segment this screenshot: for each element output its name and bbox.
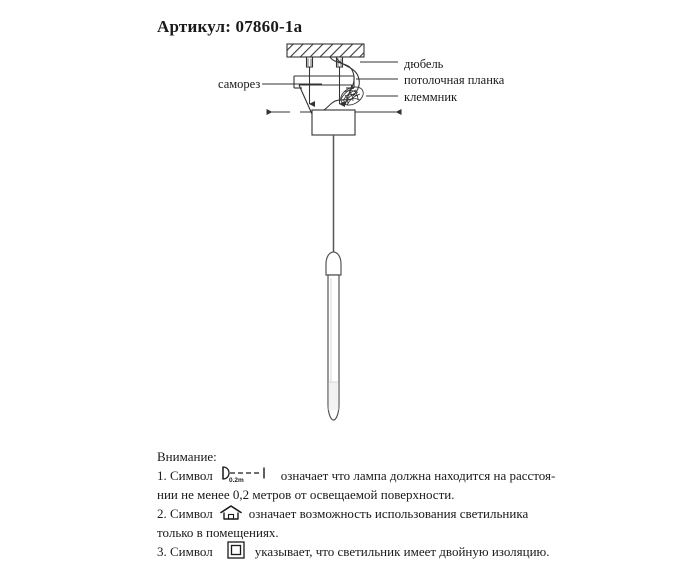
- notice-item-2-number: 2. Символ: [157, 506, 213, 521]
- double-insulation-icon: [227, 541, 245, 564]
- terminal-block-icon: [338, 83, 367, 108]
- minimum-distance-value: 0.2m: [228, 477, 244, 483]
- page-title: Артикул: 07860-1a: [157, 17, 303, 36]
- notice-item-2-text-line-2: только в помещениях.: [157, 525, 279, 540]
- lamp-glow-band-icon: [328, 382, 338, 410]
- canopy-box-icon: [312, 110, 355, 135]
- minimum-distance-icon: [219, 465, 275, 488]
- notice-item-3-line-1: [157, 542, 577, 561]
- notice-block: [157, 447, 577, 561]
- ceiling-slab-icon: [287, 44, 364, 57]
- callout-label-samorez: саморез: [218, 77, 261, 91]
- self-tapping-screw-icon: [310, 67, 340, 104]
- notice-item-1-number: 1. Символ: [157, 468, 213, 483]
- notice-heading: Внимание:: [157, 449, 217, 464]
- callout-leader-lines: [262, 62, 398, 96]
- notice-heading-line: [157, 447, 577, 466]
- notice-item-2-text-line-1: означает возможность использования светильника: [248, 506, 529, 521]
- notice-item-1-text-line-1: означает что лампа должна находится на расстоя-: [280, 468, 556, 483]
- notice-item-1-line-1: [157, 466, 577, 485]
- notice-item-1-text-line-2: нии не менее 0,2 метров от освещаемой поверхности.: [157, 487, 455, 502]
- notice-item-2-line-1: [157, 504, 577, 523]
- callout-label-potolochnaya-planka: потолочная планка: [404, 73, 505, 87]
- callout-label-dyubel: дюбель: [404, 57, 444, 71]
- lamp-socket-icon: [326, 252, 341, 275]
- indoor-use-house-icon: [219, 504, 243, 526]
- callout-label-klemmnik: клеммник: [404, 90, 458, 104]
- ceiling-mounting-plate-icon: [294, 76, 354, 88]
- notice-item-3-number: 3. Символ: [157, 544, 213, 559]
- notice-item-2-line-2: [157, 523, 577, 542]
- notice-item-3-text-line-1: указывает, что светильник имеет двойную изоляцию.: [254, 544, 550, 559]
